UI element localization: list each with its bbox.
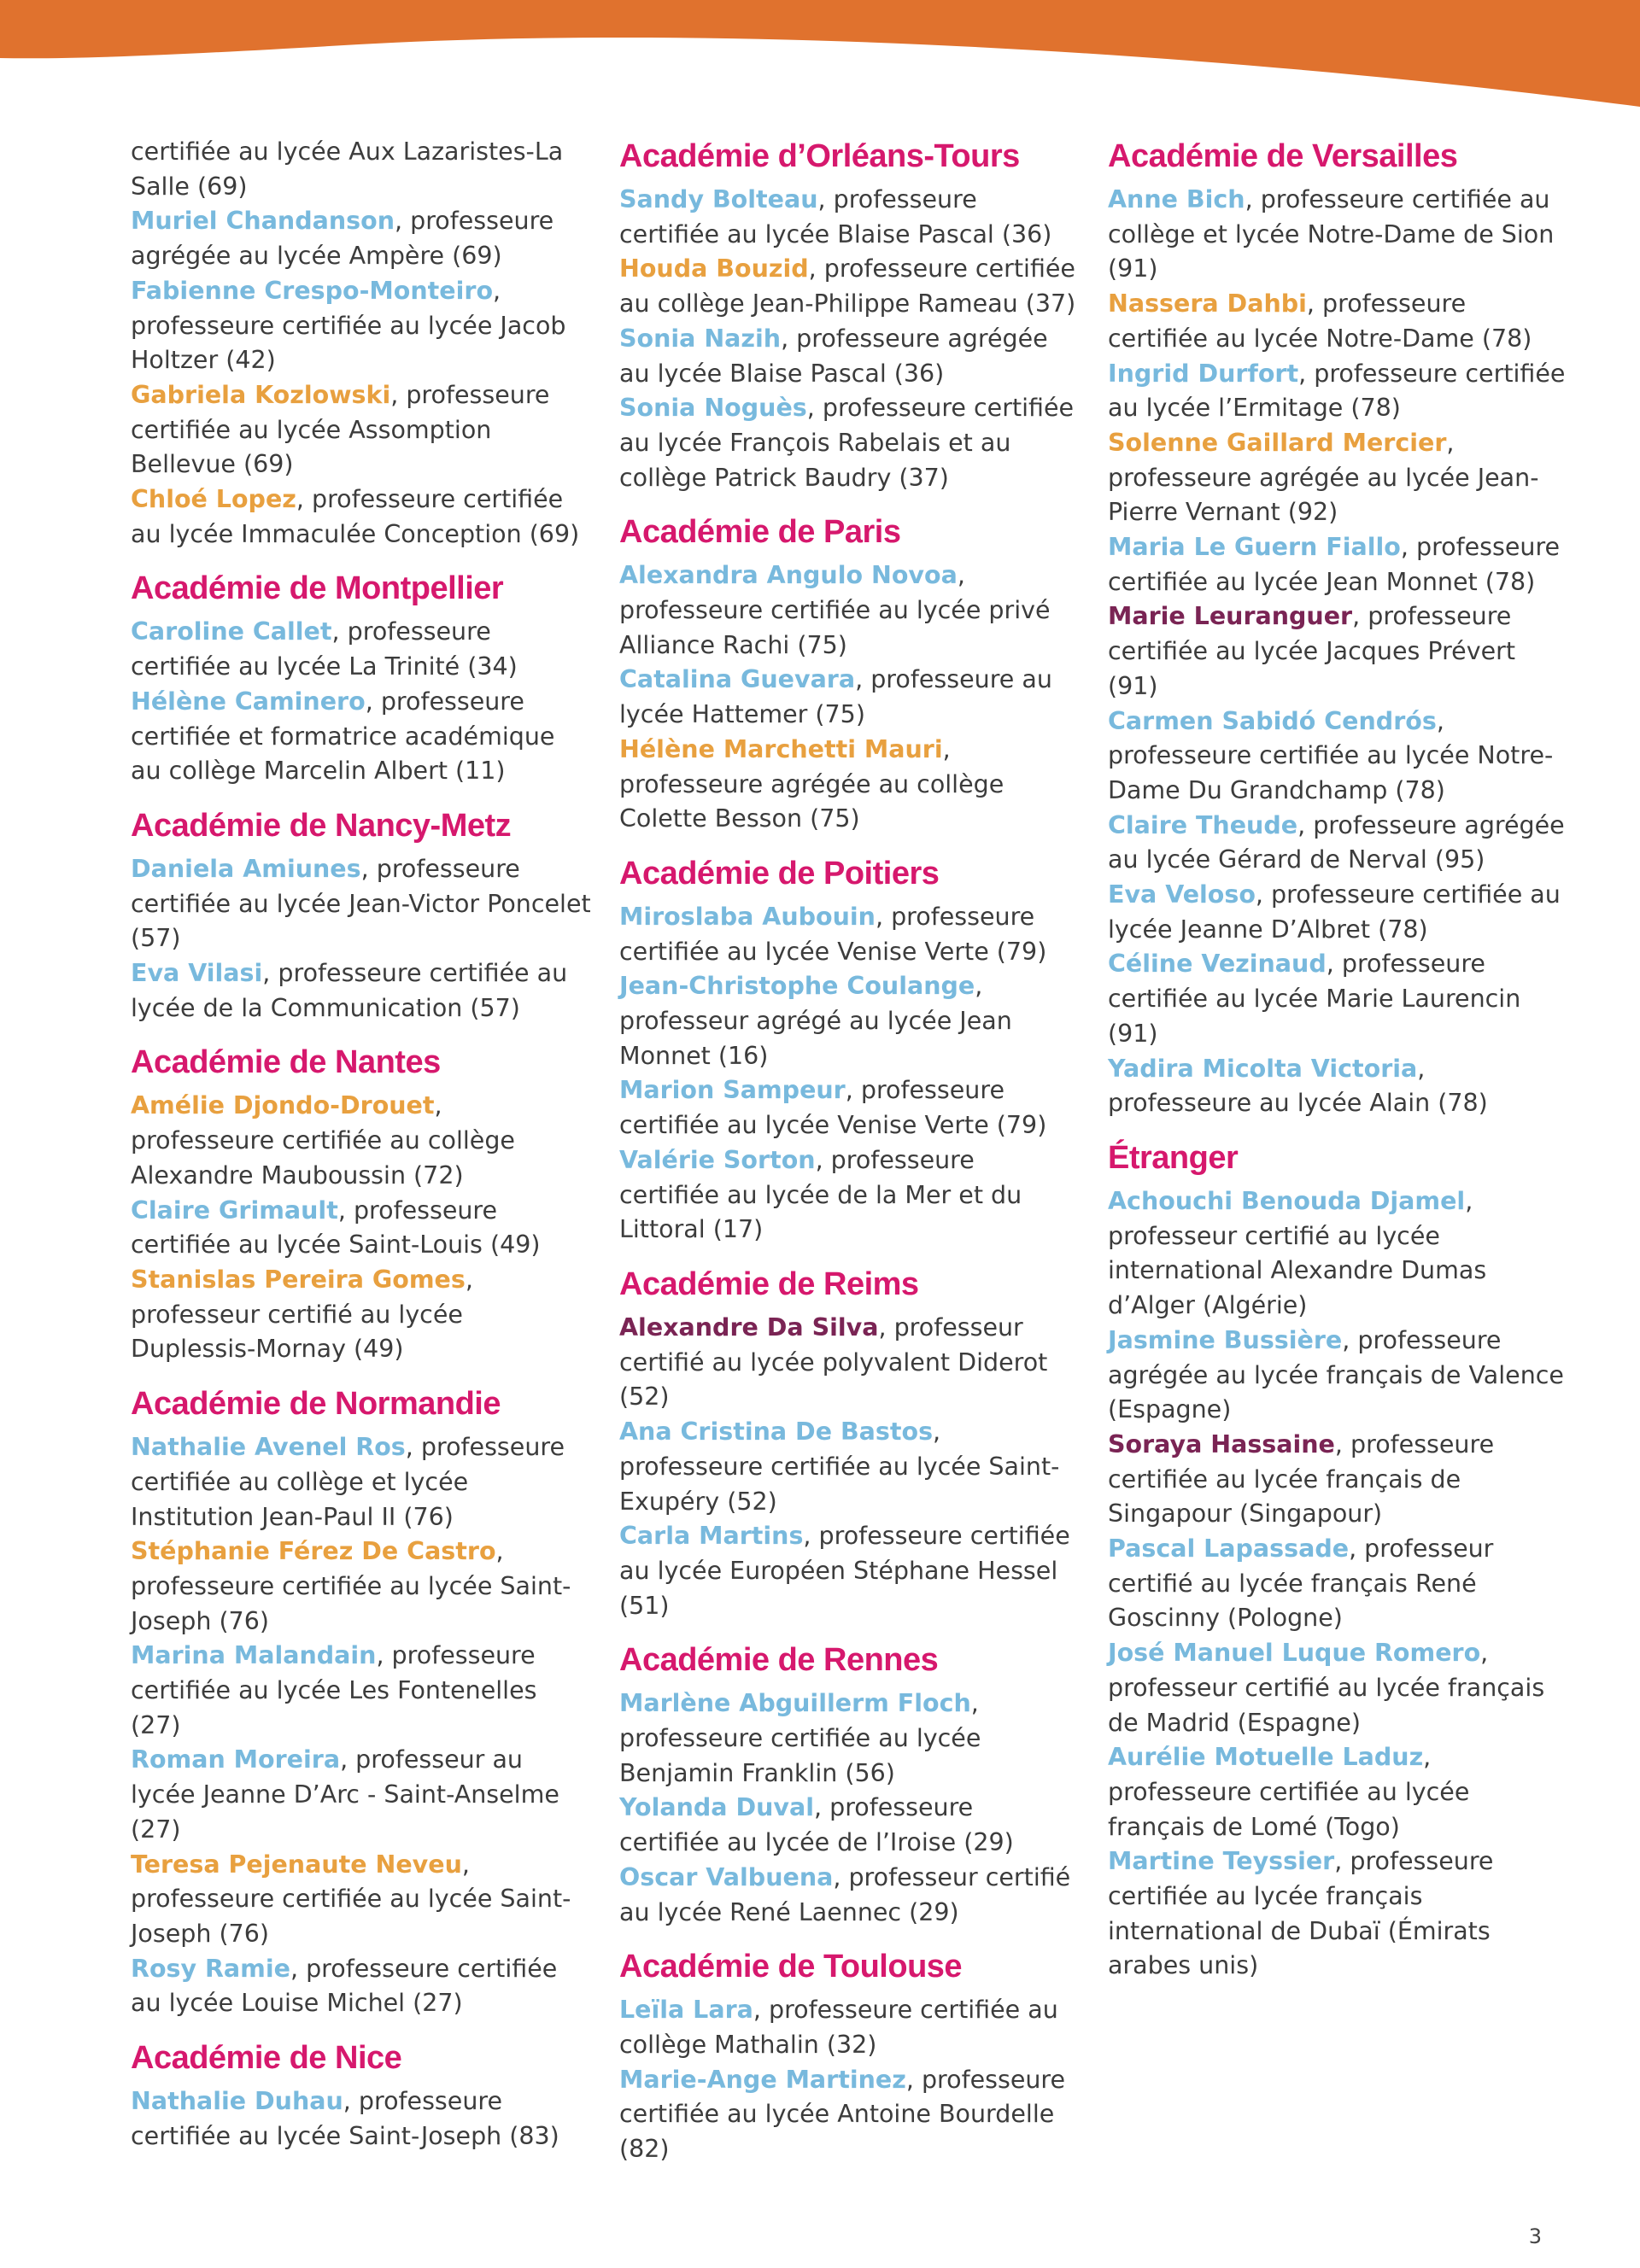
- teacher-name: Martine Teyssier: [1108, 1847, 1335, 1876]
- teacher-name: Hélène Marchetti Mauri: [619, 734, 943, 763]
- teacher-name: Carmen Sabidó Cendrós: [1108, 706, 1437, 735]
- teacher-name: Marlène Abguillerm Floch: [619, 1689, 971, 1718]
- teacher-entry: [131, 852, 592, 956]
- teacher-position: , professeure agrégée au lycée Gérard de Nerval (95): [1108, 810, 1565, 874]
- teacher-position: , professeure certifiée au lycée Jeanne D’Albret (78): [1108, 880, 1561, 944]
- teacher-name: Maria Le Guern Fiallo: [1108, 533, 1401, 562]
- teacher-position: , professeure certifiée au lycée Européen Stéphane Hessel (51): [619, 1522, 1070, 1620]
- teacher-position: , professeur certifié au lycée international Alexandre Dumas d’Alger (Algérie): [1108, 1186, 1487, 1320]
- teacher-name: Daniela Amiunes: [131, 854, 361, 883]
- section-heading: Académie de Rennes: [619, 1642, 939, 1679]
- teacher-position: certifiée au lycée Aux Lazaristes-La Salle (69): [131, 137, 564, 201]
- teacher-position: , professeure certifiée au lycée Antoine Bourdelle (82): [619, 2065, 1066, 2164]
- teacher-position: , professeure certifiée au lycée français international de Dubaï (Émirats arabes unis): [1108, 1847, 1494, 1980]
- teacher-name: Sonia Nazih: [619, 324, 782, 353]
- section-heading: Académie de Nancy-Metz: [131, 807, 512, 844]
- teacher-position: , professeure agrégée au lycée Jean-Pierre Vernant (92): [1108, 428, 1539, 527]
- teacher-entry: [1108, 426, 1569, 530]
- teacher-entry: [131, 204, 592, 273]
- teacher-position: , professeure certifiée au lycée Marie Laurencin (91): [1108, 950, 1521, 1048]
- teacher-entry: [1108, 1636, 1569, 1740]
- teacher-position: , professeure certifiée au lycée Immaculée Conception (69): [131, 485, 580, 548]
- teacher-position: , professeure certifiée au lycée Assomption Bellevue (69): [131, 380, 550, 479]
- teacher-entry: [619, 1861, 1081, 1930]
- teacher-name: Amélie Djondo-Drouet: [131, 1091, 435, 1120]
- teacher-name: Soraya Hassaine: [1108, 1429, 1335, 1458]
- teacher-entry: [619, 1415, 1081, 1519]
- teacher-name: Yolanda Duval: [619, 1793, 814, 1822]
- teacher-name: Alexandre Da Silva: [619, 1312, 879, 1342]
- teacher-entry: [619, 322, 1081, 391]
- teacher-position: , professeure certifiée au lycée Venise Verte (79): [619, 1076, 1047, 1140]
- teacher-position: , professeur agrégé au lycée Jean Monnet (16): [619, 972, 1012, 1070]
- teacher-name: Céline Vezinaud: [1108, 950, 1327, 979]
- teacher-position: , professeure certifiée au lycée Benjamin Franklin (56): [619, 1689, 981, 1787]
- teacher-entry: [131, 956, 592, 1026]
- teacher-entry: [619, 1073, 1081, 1143]
- teacher-name: Leïla Lara: [619, 1996, 753, 2025]
- academy-section: [619, 1263, 1081, 1623]
- teacher-entry: [1108, 1324, 1569, 1428]
- teacher-entry: [1108, 1740, 1569, 1844]
- teacher-name: Eva Veloso: [1108, 880, 1256, 909]
- teacher-entry: [1108, 1184, 1569, 1324]
- teacher-entry: [131, 1534, 592, 1639]
- teacher-entry: [619, 733, 1081, 837]
- teacher-position: , professeur certifié au lycée René Laennec (29): [619, 1862, 1071, 1926]
- section-heading: Académie de Montpellier: [131, 570, 504, 607]
- teacher-position: , professeure certifiée au lycée Saint-Joseph (83): [131, 2087, 559, 2150]
- section-heading: Académie de Poitiers: [619, 855, 940, 891]
- column-middle: [619, 135, 1081, 2183]
- teacher-name: Marion Sampeur: [619, 1076, 846, 1105]
- academy-section: [619, 135, 1081, 495]
- teacher-entry: [1108, 878, 1569, 947]
- teacher-entry: [131, 1848, 592, 1952]
- academy-section: [619, 511, 1081, 837]
- teacher-name: Claire Theude: [1108, 810, 1298, 839]
- teacher-name: Claire Grimault: [131, 1195, 338, 1225]
- teacher-position: , professeure certifiée au lycée français de Singapour (Singapour): [1108, 1429, 1495, 1529]
- teacher-position: , professeur certifié au lycée polyvalent Diderot (52): [619, 1312, 1048, 1412]
- teacher-entry: [1108, 1428, 1569, 1532]
- academy-section: [1108, 135, 1569, 1121]
- teacher-position: , professeur certifié au lycée Duplessis-Mornay (49): [131, 1265, 473, 1364]
- teacher-position: , professeure certifiée au lycée Jacob Holtzer (42): [131, 276, 566, 375]
- teacher-name: Alexandra Angulo Novoa: [619, 561, 958, 590]
- teacher-name: Hélène Caminero: [131, 687, 366, 716]
- teacher-name: Fabienne Crespo-Monteiro: [131, 276, 494, 305]
- teacher-name: Ana Cristina De Bastos: [619, 1418, 934, 1447]
- teacher-name: Anne Bich: [1108, 185, 1245, 213]
- teacher-position: , professeure certifiée au lycée Saint-Louis (49): [131, 1195, 541, 1260]
- teacher-entry: [131, 1263, 592, 1367]
- teacher-name: Yadira Micolta Victoria: [1108, 1054, 1418, 1083]
- teacher-position: , professeure certifiée au collège et lycée Notre-Dame de Sion (91): [1108, 185, 1555, 284]
- teacher-position: , professeure certifiée au lycée de l’Iroise (29): [619, 1793, 1014, 1857]
- teacher-position: , professeure certifiée au lycée français de Lomé (Togo): [1108, 1743, 1470, 1841]
- teacher-entry: [131, 274, 592, 378]
- page-number: 3: [1528, 2224, 1542, 2248]
- teacher-position: , professeur certifié au lycée français René Goscinny (Pologne): [1108, 1534, 1494, 1633]
- teacher-entry: [131, 1743, 592, 1847]
- teacher-position: , professeure certifiée au lycée Saint-Exupéry (52): [619, 1418, 1060, 1516]
- teacher-name: José Manuel Luque Romero: [1108, 1639, 1481, 1668]
- teacher-name: Sandy Bolteau: [619, 185, 818, 213]
- column-left: [131, 135, 592, 2169]
- teacher-entry: [131, 135, 592, 204]
- teacher-entry: [131, 2084, 592, 2154]
- teacher-name: Marie Leuranguer: [1108, 602, 1353, 631]
- section-heading: Académie d’Orléans-Tours: [619, 138, 1020, 174]
- teacher-entry: [131, 685, 592, 789]
- teacher-name: Muriel Chandanson: [131, 207, 395, 236]
- section-heading: Académie de Normandie: [131, 1386, 501, 1423]
- teacher-entry: [619, 2063, 1081, 2167]
- teacher-name: Caroline Callet: [131, 617, 332, 646]
- teacher-name: Ingrid Durfort: [1108, 359, 1299, 388]
- section-heading: Académie de Paris: [619, 514, 901, 551]
- teacher-entry: [619, 558, 1081, 663]
- teacher-entry: [131, 482, 592, 552]
- teacher-position: , professeure agrégée au lycée Ampère (69): [131, 207, 554, 271]
- teacher-entry: [131, 378, 592, 482]
- teacher-entry: [131, 1952, 592, 2021]
- teacher-name: Houda Bouzid: [619, 254, 809, 284]
- teacher-position: , professeure certifiée au lycée Saint-Joseph (76): [131, 1537, 571, 1635]
- teacher-entry: [619, 1993, 1081, 2062]
- section-heading: Académie de Toulouse: [619, 1949, 963, 1985]
- teacher-entry: [619, 969, 1081, 1073]
- teacher-name: Nassera Dahbi: [1108, 289, 1307, 319]
- teacher-position: , professeure certifiée au lycée de la Mer et du Littoral (17): [619, 1145, 1022, 1244]
- teacher-position: , professeure certifiée au lycée Jean Monnet (78): [1108, 533, 1561, 596]
- teacher-position: , professeure certifiée au lycée Blaise Pascal (36): [619, 185, 1052, 248]
- teacher-position: , professeure certifiée au lycée privé Alliance Rachi (75): [619, 561, 1051, 659]
- section-heading: Académie de Versailles: [1108, 138, 1458, 174]
- teacher-position: , professeure certifiée au lycée François Rabelais et au collège Patrick Baudry (37): [619, 394, 1075, 492]
- teacher-position: , professeure certifiée et formatrice académique au collège Marcelin Albert (11): [131, 687, 555, 786]
- teacher-name: Roman Moreira: [131, 1745, 341, 1774]
- teacher-name: Pascal Lapassade: [1108, 1534, 1350, 1564]
- academy-section: [131, 567, 592, 789]
- teacher-position: , professeure certifiée au lycée Notre-Dame (78): [1108, 289, 1532, 353]
- teacher-position: , professeure certifiée au lycée de la Communication (57): [131, 959, 568, 1022]
- teacher-name: Jean-Christophe Coulange: [619, 972, 975, 1001]
- teacher-entry: [619, 1791, 1081, 1860]
- teacher-name: Rosy Ramie: [131, 1954, 290, 1983]
- teacher-entry: [131, 1194, 592, 1263]
- teacher-entry: [131, 1089, 592, 1193]
- teacher-position: , professeure certifiée au lycée Jean-Victor Poncelet (57): [131, 854, 591, 953]
- teacher-position: , professeure certifiée au lycée Venise Verte (79): [619, 902, 1047, 966]
- teacher-entry: [1108, 530, 1569, 599]
- teacher-name: Catalina Guevara: [619, 665, 856, 694]
- teacher-entry: [1108, 357, 1569, 426]
- teacher-name: Marie-Ange Martinez: [619, 2065, 906, 2094]
- academy-section: [131, 804, 592, 1026]
- teacher-name: Jasmine Bussière: [1108, 1325, 1343, 1354]
- academy-section: [619, 852, 1081, 1248]
- teacher-entry: [619, 1143, 1081, 1248]
- academy-section: [619, 1945, 1081, 2167]
- teacher-position: , professeure certifiée au lycée Louise Michel (27): [131, 1954, 558, 2018]
- teacher-name: Solenne Gaillard Mercier: [1108, 428, 1447, 457]
- teacher-entry: [1108, 947, 1569, 1051]
- teacher-name: Carla Martins: [619, 1522, 804, 1551]
- teacher-position: , professeure certifiée au lycée Notre-Dame Du Grandchamp (78): [1108, 706, 1554, 804]
- teacher-position: , professeure au lycée Hattemer (75): [619, 665, 1052, 729]
- teacher-entry: [131, 615, 592, 684]
- academy-section: [619, 1639, 1081, 1930]
- teacher-entry: [619, 1686, 1081, 1791]
- teacher-position: , professeure certifiée au collège Alexandre Mauboussin (72): [131, 1091, 515, 1190]
- teacher-entry: [619, 663, 1081, 732]
- teacher-name: Nathalie Duhau: [131, 2087, 343, 2116]
- teacher-entry: [619, 391, 1081, 495]
- teacher-position: , professeure agrégée au collège Colette Besson (75): [619, 734, 1004, 833]
- teacher-entry: [619, 900, 1081, 969]
- teacher-position: , professeur certifié au lycée français de Madrid (Espagne): [1108, 1639, 1545, 1737]
- teacher-entry: [131, 1430, 592, 1534]
- teacher-entry: [1108, 809, 1569, 878]
- academy-section: [131, 1041, 592, 1367]
- academy-section: [131, 135, 592, 552]
- teacher-name: Valérie Sorton: [619, 1145, 816, 1174]
- teacher-position: , professeure agrégée au lycée Blaise Pascal (36): [619, 324, 1048, 388]
- section-heading: Académie de Reims: [619, 1266, 919, 1302]
- teacher-name: Teresa Pejenaute Neveu: [131, 1850, 462, 1879]
- teacher-position: , professeure certifiée au collège et lycée Institution Jean-Paul II (76): [131, 1433, 565, 1531]
- teacher-position: , professeure agrégée au lycée français de Valence (Espagne): [1108, 1325, 1564, 1424]
- teacher-entry: [1108, 1052, 1569, 1121]
- teacher-entry: [1108, 287, 1569, 356]
- teacher-entry: [1108, 183, 1569, 287]
- teacher-entry: [1108, 599, 1569, 704]
- column-right: [1108, 135, 1569, 1999]
- teacher-name: Nathalie Avenel Ros: [131, 1433, 406, 1462]
- academy-section: [131, 2037, 592, 2154]
- teacher-position: , professeur au lycée Jeanne D’Arc - Saint-Anselme (27): [131, 1745, 559, 1844]
- teacher-name: Aurélie Motuelle Laduz: [1108, 1743, 1424, 1772]
- teacher-name: Oscar Valbuena: [619, 1862, 834, 1891]
- teacher-position: , professeure certifiée au collège Mathalin (32): [619, 1996, 1058, 2059]
- teacher-position: , professeure au lycée Alain (78): [1108, 1054, 1488, 1118]
- teacher-name: Stanislas Pereira Gomes: [131, 1265, 466, 1294]
- teacher-position: , professeure certifiée au lycée La Trinité (34): [131, 617, 518, 681]
- teacher-entry: [1108, 1532, 1569, 1636]
- section-heading: Académie de Nantes: [131, 1044, 441, 1081]
- teacher-name: Achouchi Benouda Djamel: [1108, 1186, 1466, 1215]
- teacher-position: , professeure certifiée au collège Jean-Philippe Rameau (37): [619, 254, 1076, 319]
- teacher-name: Eva Vilasi: [131, 959, 263, 988]
- teacher-name: Miroslaba Aubouin: [619, 902, 876, 931]
- teacher-entry: [1108, 704, 1569, 809]
- teacher-entry: [619, 183, 1081, 252]
- section-heading: Académie de Nice: [131, 2040, 402, 2077]
- teacher-name: Sonia Noguès: [619, 394, 807, 423]
- academy-section: [131, 1382, 592, 2021]
- section-heading: Étranger: [1108, 1139, 1239, 1176]
- teacher-entry: [1108, 1844, 1569, 1984]
- teacher-position: , professeure certifiée au lycée Les Fontenelles (27): [131, 1641, 537, 1739]
- top-banner: [0, 0, 1640, 120]
- teacher-position: , professeure certifiée au lycée Jacques Prévert (91): [1108, 602, 1515, 700]
- banner-wave: [0, 0, 1640, 107]
- teacher-entry: [619, 1311, 1081, 1415]
- teacher-name: Chloé Lopez: [131, 485, 296, 514]
- teacher-name: Stéphanie Férez De Castro: [131, 1537, 496, 1566]
- teacher-name: Marina Malandain: [131, 1641, 377, 1670]
- teacher-position: , professeure certifiée au lycée l’Ermitage (78): [1108, 359, 1566, 423]
- teacher-entry: [131, 1639, 592, 1743]
- teacher-position: , professeure certifiée au lycée Saint-Joseph (76): [131, 1850, 571, 1948]
- academy-section: [1108, 1137, 1569, 1984]
- teacher-name: Gabriela Kozlowski: [131, 380, 391, 409]
- teacher-entry: [619, 252, 1081, 321]
- teacher-entry: [619, 1519, 1081, 1623]
